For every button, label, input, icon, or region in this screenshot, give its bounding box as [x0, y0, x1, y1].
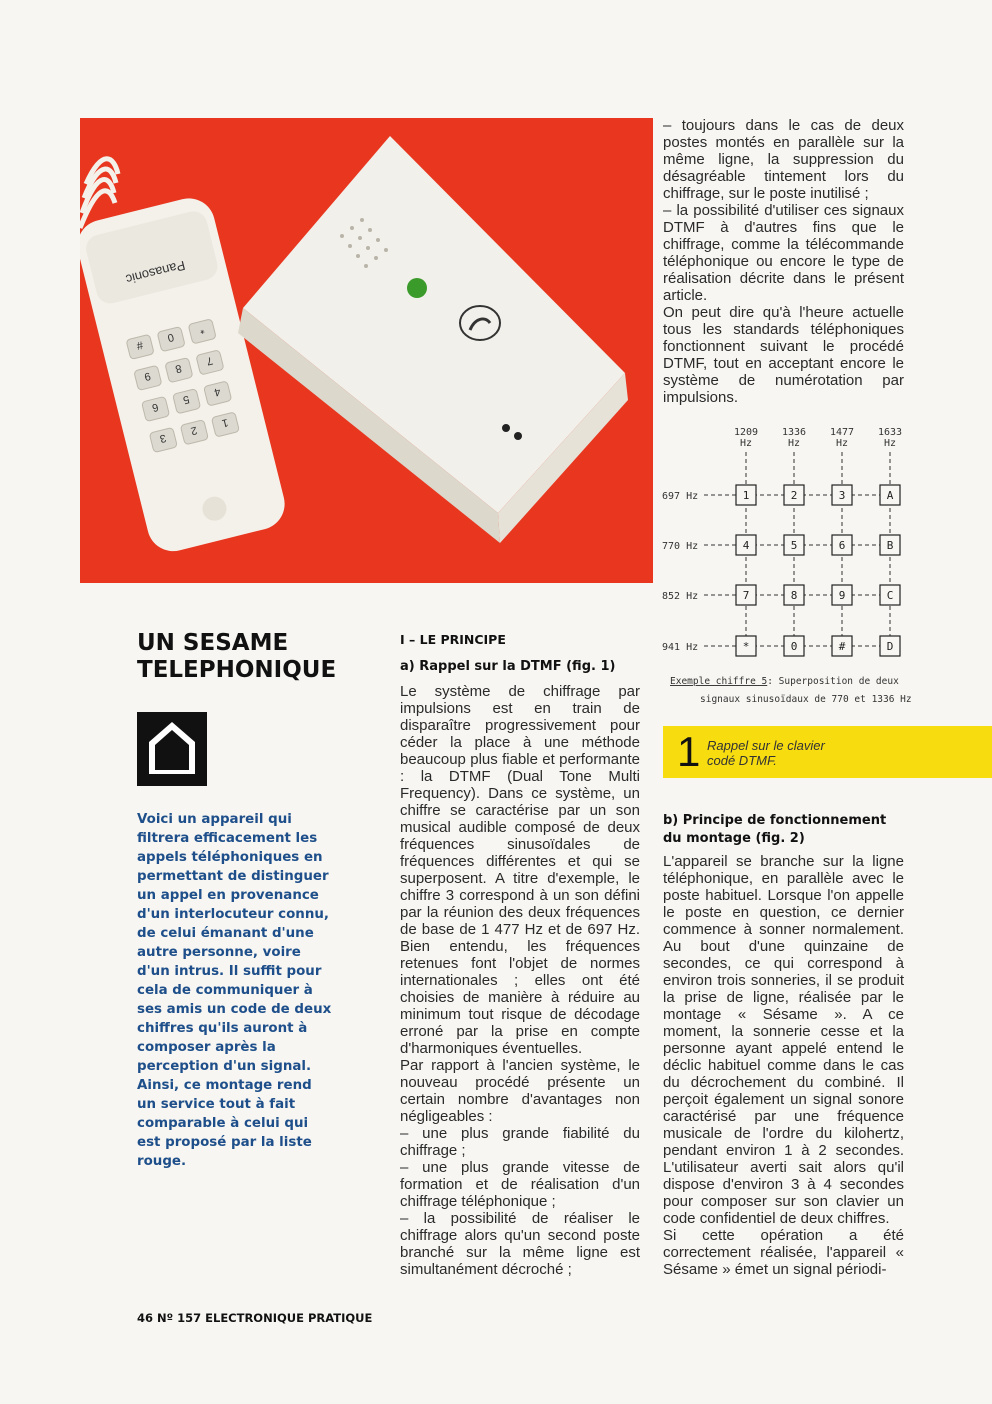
svg-text:6: 6	[150, 400, 160, 414]
paragraph: Par rapport à l'ancien système, le nouveau procédé présente un certain nombre d'avantages non négligeables :	[400, 1057, 640, 1125]
dtmf-key	[736, 636, 756, 656]
section-heading: I – LE PRINCIPE	[400, 632, 506, 647]
figure-caption-line2: signaux sinusoïdaux de 770 et 1336 Hz	[700, 694, 912, 705]
column-3-top-text	[663, 117, 904, 406]
column-frequency-unit: Hz	[787, 438, 801, 449]
page-footer: 46 Nº 157 ELECTRONIQUE PRATIQUE	[137, 1311, 373, 1325]
dtmf-key	[736, 485, 756, 505]
paragraph: On peut dire qu'à l'heure actuelle tous les standards téléphoniques fonctionnent suivant le procédé DTMF, tout en acceptant encore le système de numérotation par impulsions.	[663, 304, 904, 406]
column-3-bottom-text	[663, 853, 904, 1278]
column-frequency-unit: Hz	[883, 438, 897, 449]
handset	[80, 193, 290, 557]
paragraph: L'appareil se branche sur la ligne téléphonique, en parallèle avec le poste habituel. Lorsque l'on appelle le poste en question, ce dernier commence à sonner normalement. Au bout d'une quinzaine de secondes, ce qui correspond à environ trois sonneries, il se produit la prise de ligne, réalisée par le montage « Sésame ». A ce moment, la sonnerie cesse et la personne ayant appelé entend le déclic habituel comme dans le cas du décrochement du combiné. Il perçoit également un signal sonore caractérisé par une fréquence musicale de l'ordre du kilohertz, pendant environ 1 à 2 secondes. L'utilisateur averti sait alors qu'il dispose d'environ 3 à 4 secondes pour composer sur son clavier un code confidentiel de deux chiffres.	[663, 853, 904, 1227]
dtmf-key	[880, 636, 900, 656]
column-frequency-label: 1209	[733, 427, 759, 438]
paragraph: – une plus grande fiabilité du chiffrage ;	[400, 1125, 640, 1159]
svg-text:0: 0	[790, 640, 798, 653]
handset-brand: Panasonic	[124, 257, 187, 288]
product-photo	[80, 118, 653, 583]
dtmf-key	[880, 535, 900, 555]
section-logo	[137, 712, 207, 786]
svg-text:C: C	[886, 589, 894, 602]
svg-text:D: D	[886, 640, 894, 653]
dtmf-key	[832, 485, 852, 505]
svg-text:3: 3	[158, 431, 168, 445]
svg-text:7: 7	[742, 589, 750, 602]
figure-title: Rappel sur le clavier codé DTMF.	[707, 738, 825, 768]
svg-text:5: 5	[181, 392, 191, 406]
dtmf-key	[832, 535, 852, 555]
article-title: UN SESAME TELEPHONIQUE	[137, 630, 337, 683]
svg-text:9: 9	[142, 369, 152, 383]
svg-text:9: 9	[838, 589, 846, 602]
paragraph: – toujours dans le cas de deux postes montés en parallèle sur la même ligne, la suppression du désagréable tintement lors du chiffrage, sur le poste inutilisé ;	[663, 117, 904, 202]
paragraph: Le système de chiffrage par impulsions est en train de disparaître progressivement pour céder la place à une méthode beaucoup plus fiable et performante : la DTMF (Dual Tone Multi Frequency). Dans ce système, un chiffre se caractérise par un son musical audible composé de deux fréquences sinusoïdales de fréquences différentes et qui se superposent. A titre d'exemple, le chiffre 3 correspond à un son défini par la réunion des deux fréquences de base de 1 477 Hz et de 697 Hz. Bien entendu, les fréquences retenues font l'objet de normes internationales ; elles ont été choisies de manière à réduire au minimum tout risque de décodage erroné par la prise en compte d'harmoniques éventuelles.	[400, 683, 640, 1057]
article-intro	[137, 810, 332, 1171]
dtmf-diagram	[660, 420, 920, 710]
paragraph: – la possibilité d'utiliser ces signaux DTMF à d'autres fins que le chiffrage, comme la télécommande téléphonique ou encore le type de réalisation décrite dans le présent article.	[663, 202, 904, 304]
column-frequency-label: 1633	[877, 427, 903, 438]
svg-text:1: 1	[742, 489, 750, 502]
paragraph: Si cette opération a été correctement réalisée, l'appareil « Sésame » émet un signal périodi-	[663, 1227, 904, 1278]
column-frequency-label: 1336	[781, 427, 807, 438]
svg-text:6: 6	[838, 539, 846, 552]
svg-text:4: 4	[212, 384, 222, 399]
column-frequency-label: 1477	[829, 427, 855, 438]
svg-text:#: #	[838, 640, 846, 653]
paragraph: – une plus grande vitesse de formation et de réalisation d'un chiffrage téléphonique ;	[400, 1159, 640, 1210]
dtmf-key	[784, 535, 804, 555]
dtmf-key	[880, 485, 900, 505]
column-frequency-unit: Hz	[835, 438, 849, 449]
dtmf-key	[784, 636, 804, 656]
svg-text:5: 5	[790, 539, 798, 552]
subsection-b-heading: b) Principe de fonctionnement du montage (fig. 2)	[663, 813, 887, 846]
house-icon	[137, 712, 207, 786]
row-frequency-label: 770 Hz	[662, 541, 699, 552]
svg-text:*: *	[742, 640, 750, 653]
figure-1-label-box	[663, 726, 992, 778]
dtmf-key	[832, 636, 852, 656]
led-indicator	[407, 278, 427, 298]
subsection-a-heading: a) Rappel sur la DTMF (fig. 1)	[400, 659, 616, 674]
column-frequency-unit: Hz	[739, 438, 753, 449]
sesame-base-unit	[238, 136, 628, 543]
row-frequency-label: 852 Hz	[662, 591, 699, 602]
paragraph: – la possibilité de réaliser le chiffrage alors qu'un second poste branché sur la même ligne est simultanément décroché ;	[400, 1210, 640, 1278]
dtmf-key	[832, 585, 852, 605]
svg-text:4: 4	[742, 539, 750, 552]
svg-text:8: 8	[173, 361, 183, 375]
dtmf-key	[784, 485, 804, 505]
svg-text:#: #	[135, 338, 145, 352]
svg-text:0: 0	[166, 330, 176, 344]
svg-text:B: B	[886, 539, 894, 552]
dtmf-key	[784, 585, 804, 605]
svg-text:8: 8	[790, 589, 798, 602]
column-2-text	[400, 683, 640, 1278]
dtmf-key	[880, 585, 900, 605]
svg-text:A: A	[886, 489, 894, 502]
row-frequency-label: 697 Hz	[662, 491, 699, 502]
svg-text:*: *	[198, 323, 206, 336]
svg-text:2: 2	[189, 423, 199, 437]
intro-paragraph: Voici un appareil qui filtrera efficacement les appels téléphoniques en permettant de distinguer un appel en provenance d'un interlocuteur connu, de celui émanant d'une autre personne, voire d'un intrus. Il suffit pour cela de communiquer à ses amis un code de deux chiffres qu'ils auront à composer après la perception d'un signal.	[137, 812, 332, 1074]
svg-text:1: 1	[220, 416, 230, 430]
svg-text:3: 3	[838, 489, 846, 502]
svg-text:2: 2	[790, 489, 798, 502]
row-frequency-label: 941 Hz	[662, 642, 699, 653]
figure-number: 1	[677, 728, 701, 775]
dtmf-key	[736, 535, 756, 555]
photo-illustration	[80, 118, 653, 583]
figure-caption: Exemple chiffre 5: Superposition de deux	[670, 676, 899, 687]
dtmf-key	[736, 585, 756, 605]
svg-text:7: 7	[205, 353, 214, 368]
intro-paragraph: Ainsi, ce montage rend un service tout à fait comparable à celui qui est proposé par la liste rouge.	[137, 1078, 312, 1169]
dtmf-keypad-figure	[660, 420, 920, 710]
